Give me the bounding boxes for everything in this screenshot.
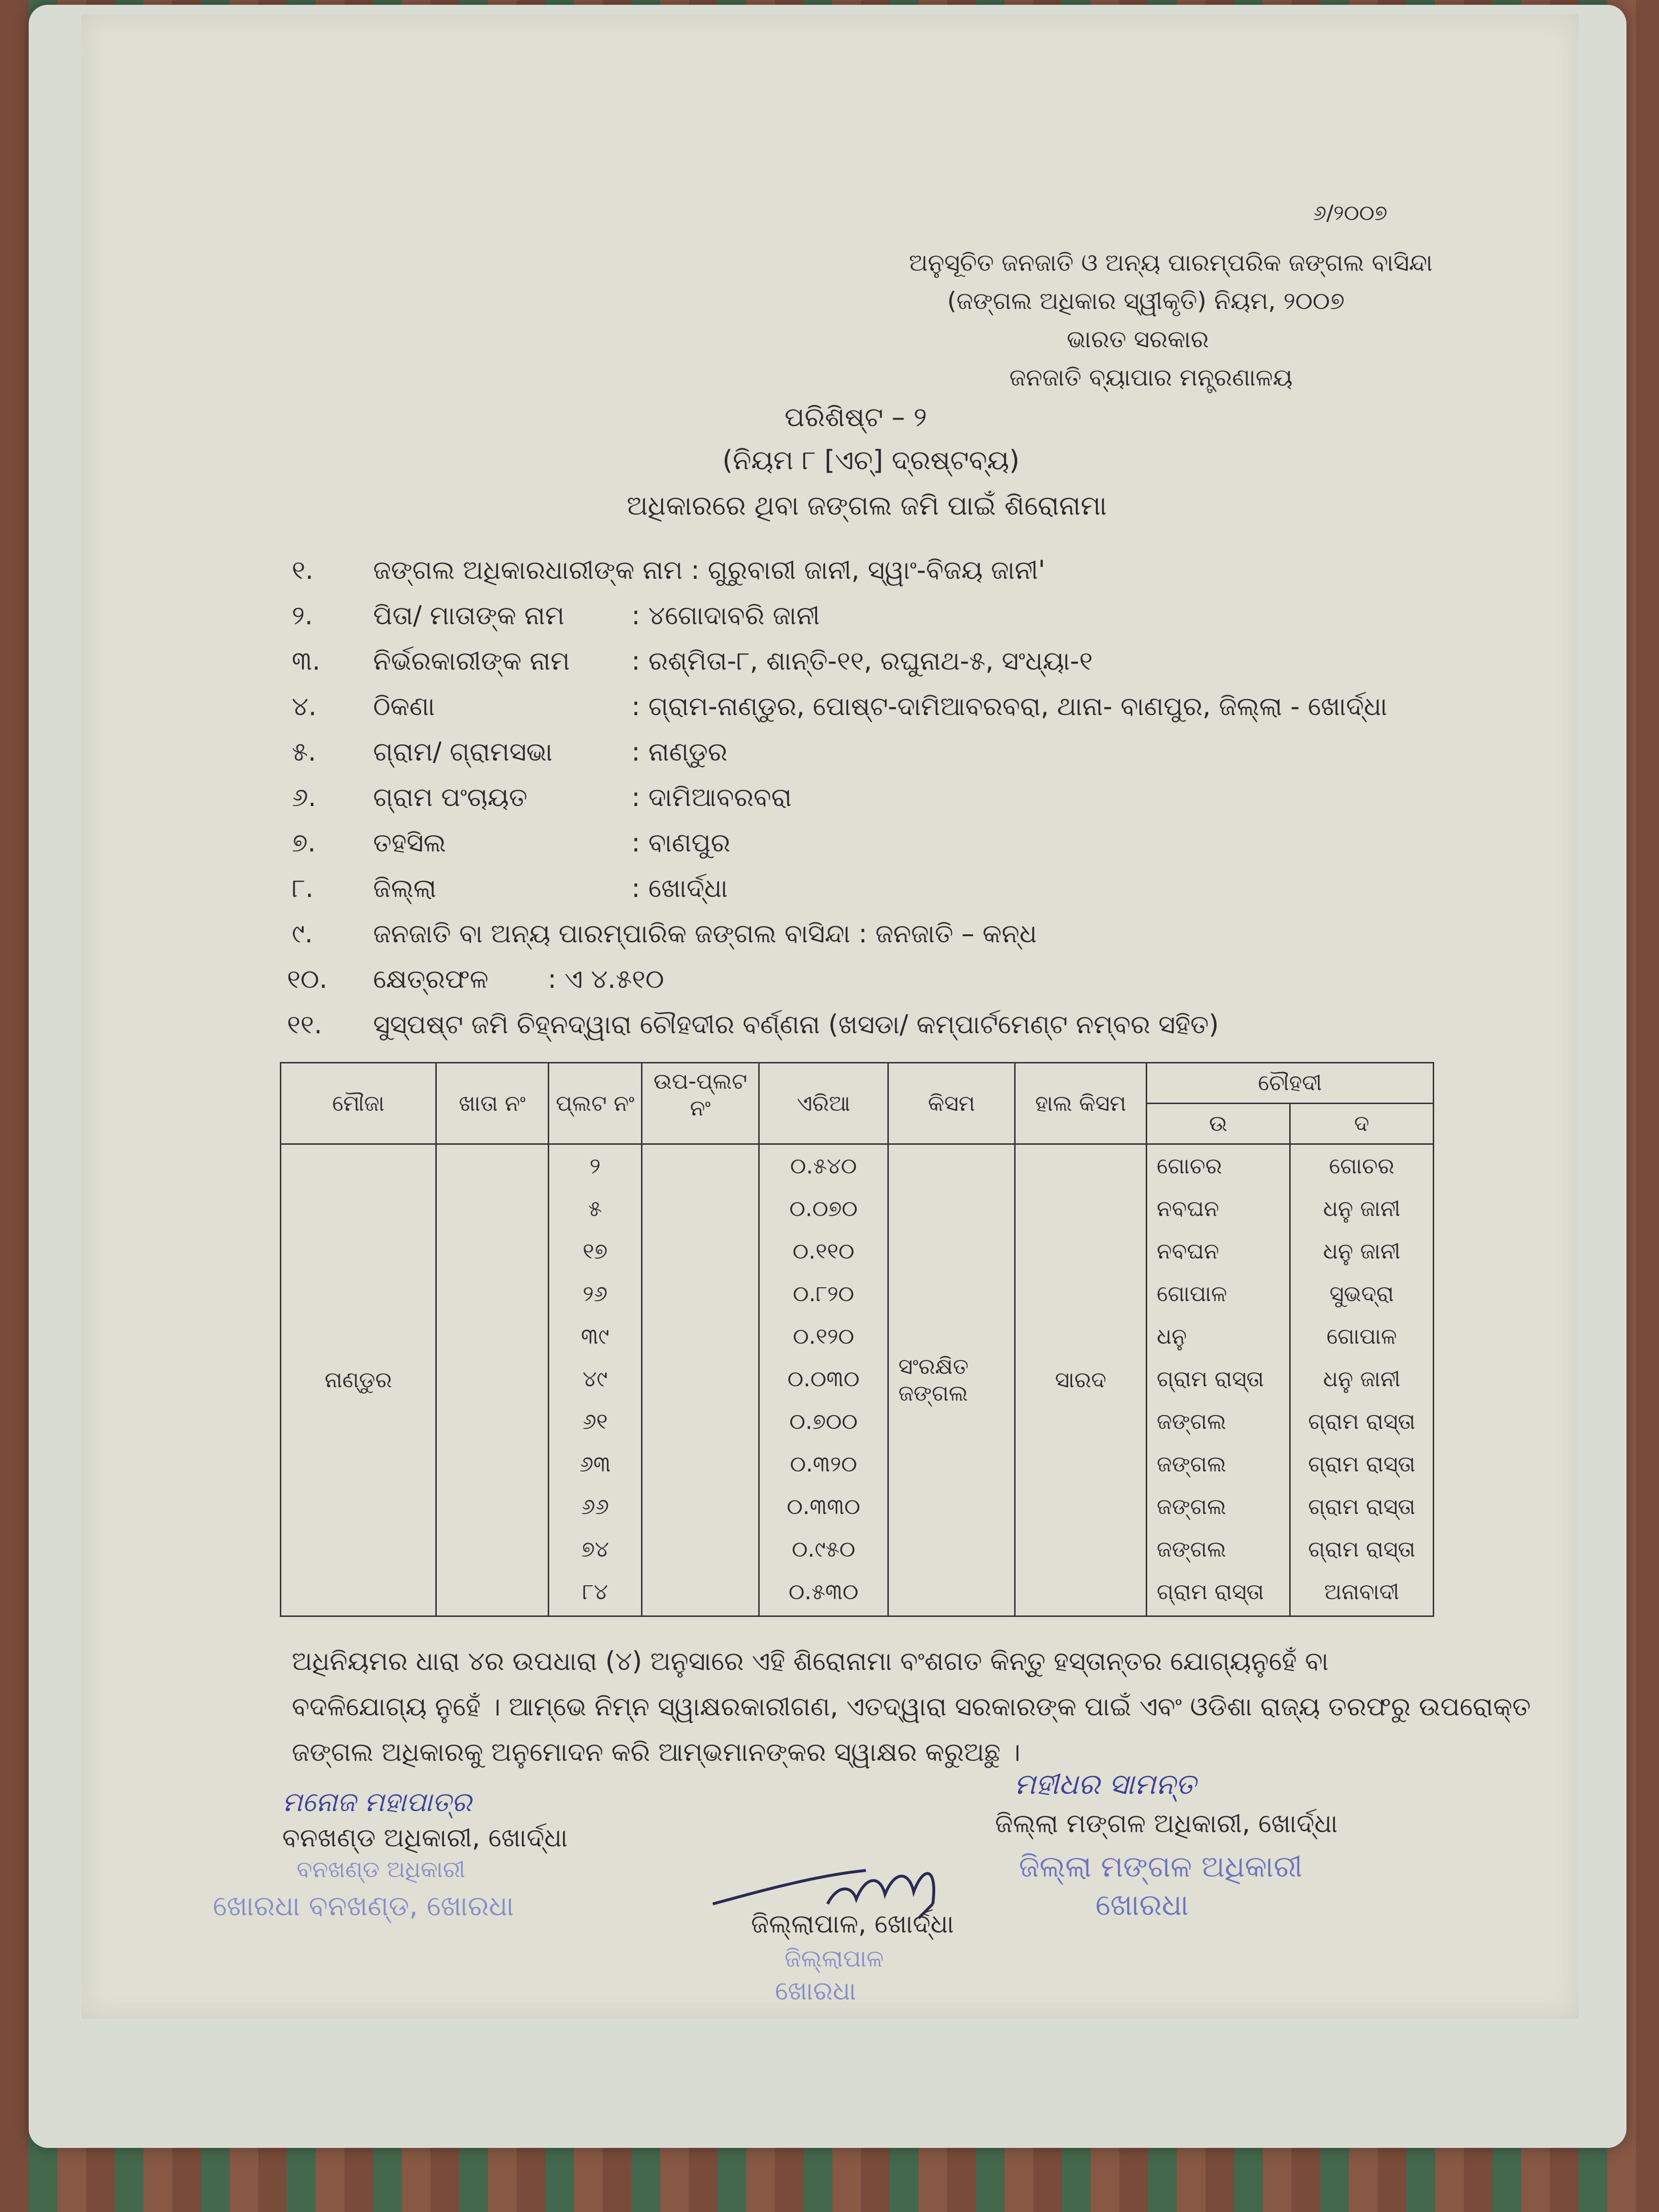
- title-line-1: ପରିଶିଷ୍ଟ – ୨: [785, 402, 927, 433]
- header-line-4: ଜନଜାତି ବ୍ୟାପାର ମନ୍ତ୍ରଣାଳୟ: [1009, 364, 1293, 391]
- area-value: ୦.୧୧୦: [792, 1238, 855, 1264]
- north-value: ଜଙ୍ଗଲ: [1157, 1408, 1227, 1434]
- field-label: ପିତା/ ମାତାଙ୍କ ନାମ: [373, 600, 564, 630]
- document-page: [81, 14, 1579, 2019]
- plot-value: ୧୭: [582, 1238, 608, 1264]
- field-num: ୬.: [292, 782, 317, 812]
- plot-value: ୩୯: [581, 1323, 609, 1349]
- cell-mouza: ନାଣ୍ଡୁର: [281, 1144, 436, 1616]
- north-value: ଗ୍ରାମ ରାସ୍ତା: [1157, 1579, 1264, 1604]
- field-num: ୧୦.: [287, 964, 328, 994]
- field-label: ଜଙ୍ଗଲ ଅଧିକାରଧାରୀଙ୍କ ନାମ : ଗୁରୁବାରୀ ଜାନୀ, ସ୍ୱାଂ-ବିଜୟ ଜାନୀ': [373, 555, 1045, 585]
- plot-value: ୮୪: [582, 1579, 608, 1604]
- cell-kisam: [888, 1144, 1015, 1616]
- south-value: ସୁଭଦ୍ରା: [1329, 1281, 1394, 1306]
- north-column: [1147, 1144, 1290, 1616]
- right-stamp-line-2: ଖୋରଧା: [1095, 1887, 1189, 1922]
- north-value: ଜଙ୍ଗଲ: [1157, 1451, 1227, 1477]
- cell-subplot: [642, 1144, 759, 1616]
- field-label: ନିର୍ଭରକାରୀଙ୍କ ନାମ: [373, 646, 570, 676]
- area-value: ୦.୯୫୦: [792, 1536, 855, 1562]
- header-mouza: ମୌଜା: [281, 1063, 436, 1144]
- north-value: ନବଘନ: [1157, 1238, 1219, 1264]
- kisam-line-2: ଜଙ୍ଗଲ: [898, 1380, 968, 1406]
- area-column: [759, 1144, 888, 1616]
- plot-value: ୨୬: [583, 1281, 608, 1306]
- field-num: ୫.: [292, 737, 316, 767]
- area-value: ୦.୦୭୦: [789, 1195, 858, 1221]
- south-value: ଧନୁ ଜାନୀ: [1323, 1366, 1401, 1392]
- left-stamp-line-1: ବନଖଣ୍ଡ ଅଧିକାରୀ: [297, 1856, 465, 1883]
- right-signature: ମହୀଧର ସାମନ୍ତ: [1014, 1768, 1196, 1801]
- cell-hal-kisam: ସାରଦ: [1015, 1144, 1147, 1616]
- south-column: [1290, 1144, 1434, 1616]
- right-signatory-title: ଜିଲ୍ଲା ମଙ୍ଗଳ ଅଧିକାରୀ, ଖୋର୍ଦ୍ଧା: [995, 1808, 1338, 1838]
- area-value: ୦.୫୩୦: [788, 1579, 859, 1604]
- north-value: ଗ୍ରାମ ରାସ୍ତା: [1157, 1366, 1264, 1392]
- field-label: ଠିକଣା: [373, 691, 435, 721]
- cell-khata: [436, 1144, 549, 1616]
- south-value: ଗ୍ରାମ ରାସ୍ତା: [1308, 1408, 1416, 1434]
- field-label: କ୍ଷେତ୍ରଫଳ: [373, 964, 488, 994]
- area-value: ୦.୧୨୦: [793, 1323, 854, 1349]
- center-stamp-line-1: ଜିଲ୍ଲାପାଳ: [785, 1945, 884, 1972]
- kisam-line-1: ସଂରକ୍ଷିତ: [898, 1353, 969, 1379]
- area-value: ୦.୦୩୦: [787, 1366, 860, 1392]
- south-value: ଗୋପାଳ: [1327, 1323, 1397, 1349]
- center-stamp-line-2: ଖୋରଧା: [775, 1976, 856, 2006]
- field-label: ଜିଲ୍ଲା: [373, 873, 437, 903]
- plot-value: ୬୧: [582, 1408, 608, 1434]
- center-signatory-title: ଜିଲ୍ଲାପାଳ, ଖୋର୍ଦ୍ଧା: [751, 1909, 954, 1939]
- field-value: : ଗ୍ରାମ-ନାଣ୍ଡୁର, ପୋଷ୍ଟ-ଦାମିଆବରବରା, ଥାନା- ବାଣପୁର, ଜିଲ୍ଲା - ଖୋର୍ଦ୍ଧା: [631, 691, 1387, 721]
- header-line-2: (ଜଙ୍ଗଲ ଅଧିକାର ସ୍ୱୀକୃତି) ନିୟମ, ୨୦୦୭: [947, 287, 1345, 315]
- area-value: ୦.୩୩୦: [786, 1493, 861, 1519]
- header-plot: ପ୍ଲଟ ନଂ: [549, 1063, 642, 1144]
- south-value: ଗ୍ରାମ ରାସ୍ତା: [1308, 1536, 1416, 1562]
- plot-column: [549, 1144, 642, 1616]
- field-num: ୩.: [292, 646, 321, 676]
- north-value: ଜଙ୍ଗଲ: [1157, 1536, 1227, 1562]
- north-value: ଗୋପାଳ: [1157, 1281, 1227, 1306]
- header-area: ଏରିଆ: [759, 1063, 888, 1144]
- header-chouhadi: ଚୌହଦୀ: [1147, 1063, 1434, 1104]
- field-value: : ରଶ୍ମିତା-୮, ଶାନ୍ତି-୧୧, ରଘୁନାଥ-୫, ସଂଧ୍ୟା-୧: [631, 646, 1093, 676]
- plot-value: ୬୩: [579, 1451, 611, 1477]
- header-north: ଉ: [1147, 1104, 1290, 1144]
- south-value: ଗ୍ରାମ ରାସ୍ତା: [1308, 1451, 1416, 1477]
- land-details-table: [280, 1062, 1434, 1617]
- field-value: : ୪ଗୋଦାବରି ଜାନୀ: [631, 600, 820, 630]
- header-khata: ଖାତା ନଂ: [436, 1063, 549, 1144]
- area-value: ୦.୭୦୦: [789, 1408, 858, 1434]
- area-value: ୦.୮୨୦: [793, 1281, 854, 1306]
- title-line-2: (ନିୟମ ୮ [ଏଚ୍] ଦ୍ରଷ୍ଟବ୍ୟ): [722, 445, 1020, 476]
- header-subplot: ଉପ-ପ୍ଲଟ ନଂ: [642, 1063, 759, 1144]
- field-value: : ଖୋର୍ଦ୍ଧା: [631, 873, 728, 903]
- north-value: ନବଘନ: [1157, 1195, 1219, 1221]
- field-num: ୧.: [292, 555, 314, 585]
- south-value: ଧନୁ ଜାନୀ: [1323, 1238, 1401, 1264]
- field-num: ୪.: [292, 691, 317, 721]
- field-num: ୭.: [292, 828, 316, 858]
- header-hal-kisam: ହାଲ କିସମ: [1015, 1063, 1147, 1144]
- plot-value: ୬୬: [581, 1493, 609, 1519]
- plot-value: ୪୯: [582, 1366, 608, 1392]
- south-value: ଧନୁ ଜାନୀ: [1323, 1195, 1401, 1221]
- area-value: ୦.୩୨୦: [790, 1451, 857, 1477]
- title-line-3: ଅଧିକାରରେ ଥିବା ଜଙ୍ଗଲ ଜମି ପାଇଁ ଶିରୋନାମା: [627, 490, 1107, 521]
- plot-value: ୨: [589, 1153, 601, 1179]
- north-value: ଗୋଚର: [1157, 1153, 1222, 1179]
- left-stamp-line-2: ଖୋରଧା ବନଖଣ୍ଡ, ଖୋରଧା: [213, 1890, 514, 1922]
- header-south: ଦ: [1290, 1104, 1434, 1144]
- field-value: : ନାଣ୍ଡୁର: [631, 737, 728, 767]
- field-num: ୮.: [292, 873, 314, 903]
- declaration-line-2: ବଦଳିଯୋଗ୍ୟ ନୁହେଁ । ଆମ୍ଭେ ନିମ୍ନ ସ୍ୱାକ୍ଷରକାରୀଗଣ, ଏତଦ୍ୱାରା ସରକାରଙ୍କ ପାଇଁ ଏବଂ ଓଡିଶା ରାଜ୍ୟ ତରଫରୁ ଉପରୋକ୍ତ: [292, 1692, 1531, 1722]
- doc-number: ୬/୨୦୦୭: [1313, 201, 1388, 225]
- area-value: ୦.୫୪୦: [790, 1153, 857, 1179]
- header-line-1: ଅନୁସୂଚିତ ଜନଜାତି ଓ ଅନ୍ୟ ପାରମ୍ପରିକ ଜଙ୍ଗଲ ବାସିନ୍ଦା: [909, 249, 1433, 276]
- right-stamp-line-1: ଜିଲ୍ଲା ମଙ୍ଗଳ ଅଧିକାରୀ: [1019, 1849, 1303, 1884]
- plot-value: ୫: [588, 1195, 602, 1221]
- declaration-line-1: ଅଧିନିୟମର ଧାରା ୪ର ଉପଧାରା (୪) ଅନୁସାରେ ଏହି ଶିରୋନାମା ବଂଶଗତ କିନ୍ତୁ ହସ୍ତାନ୍ତର ଯୋଗ୍ୟନୁହେଁ ବା: [292, 1646, 1329, 1676]
- left-signature: ମନୋଜ ମହାପାତ୍ର: [282, 1787, 472, 1818]
- north-value: ଧନୁ: [1157, 1323, 1187, 1349]
- declaration-line-3: ଜଙ୍ଗଲ ଅଧିକାରକୁ ଅନୁମୋଦନ କରି ଆମ୍ଭମାନଙ୍କର ସ୍ୱାକ୍ଷର କରୁଅଛୁ ।: [292, 1737, 1021, 1767]
- field-value: : ବାଣପୁର: [631, 828, 730, 858]
- field-label: ତହସିଲ: [373, 828, 446, 858]
- field-value: : ଦାମିଆବରବରା: [631, 782, 792, 812]
- south-value: ଅନାବାଦୀ: [1324, 1579, 1399, 1604]
- field-label: ସୁସ୍ପଷ୍ଟ ଜମି ଚିହ୍ନଦ୍ୱାରା ଚୌହଦୀର ବର୍ଣ୍ଣନା (ଖସଡା/ କମ୍ପାର୍ଟମେଣ୍ଟ ନମ୍ବର ସହିତ): [373, 1009, 1219, 1040]
- south-value: ଗ୍ରାମ ରାସ୍ତା: [1308, 1493, 1416, 1519]
- header-line-3: ଭାରତ ସରକାର: [1067, 325, 1209, 353]
- south-value: ଗୋଚର: [1329, 1153, 1394, 1179]
- field-value: : ଏ ୪.୫୧୦: [548, 964, 664, 994]
- header-kisam: କିସମ: [888, 1063, 1015, 1144]
- field-label: ଗ୍ରାମ/ ଗ୍ରାମସଭା: [373, 737, 553, 767]
- field-label: ଜନଜାତି ବା ଅନ୍ୟ ପାରମ୍ପାରିକ ଜଙ୍ଗଲ ବାସିନ୍ଦା : ଜନଜାତି – କନ୍ଧ: [373, 918, 1037, 949]
- left-signatory-title: ବନଖଣ୍ଡ ଅଧିକାରୀ, ଖୋର୍ଦ୍ଧା: [282, 1823, 568, 1853]
- plot-value: ୭୪: [581, 1536, 609, 1562]
- field-label: ଗ୍ରାମ ପଂଚାୟତ: [373, 782, 528, 812]
- field-num: ୧୧.: [287, 1009, 322, 1040]
- north-value: ଜଙ୍ଗଲ: [1157, 1493, 1227, 1519]
- field-num: ୨.: [292, 600, 313, 630]
- field-num: ୯.: [292, 918, 313, 949]
